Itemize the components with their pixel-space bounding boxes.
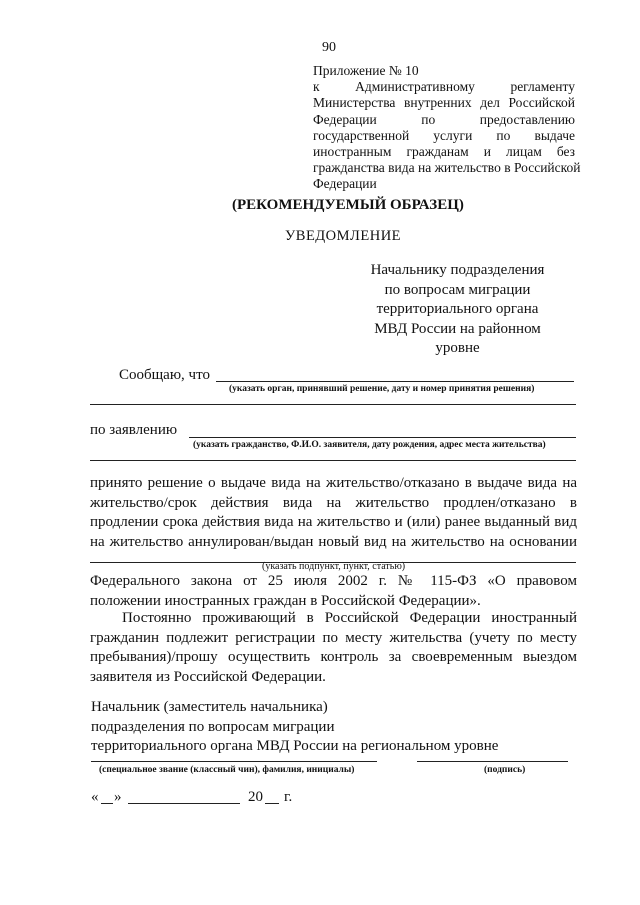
- document-title: УВЕДОМЛЕНИЕ: [285, 228, 402, 244]
- signatory-line: Начальник (заместитель начальника): [91, 699, 328, 715]
- addressee-line: Начальнику подразделения: [370, 262, 545, 278]
- decision-line: на жительство аннулирован/выдан новый вид на жительство на основании: [90, 534, 577, 551]
- basis-hint: (указать подпункт, пункт, статью): [262, 561, 406, 572]
- addressee-block: [354, 261, 561, 359]
- addressee-line: по вопросам миграции: [384, 281, 531, 298]
- signatory-line: подразделения по вопросам миграции: [91, 718, 335, 735]
- decision-line: жительство/срок действия вида на жительство продлен/отказано в: [90, 494, 577, 511]
- decision-paragraph: [90, 474, 577, 553]
- registration-line: заявителя из Российской Федерации.: [90, 669, 326, 686]
- registration-paragraph: [90, 609, 577, 688]
- application-prefix: по заявлению: [90, 422, 178, 438]
- page-number: 90: [322, 40, 336, 55]
- appendix-line: гражданства вида на жительство в Российской: [313, 160, 581, 176]
- appendix-line: государственной услуги по выдаче: [313, 127, 575, 143]
- addressee-line: территориального органа: [376, 301, 539, 318]
- law-line: Федерального закона от 25 июля 2002 г. № 115-ФЗ «О правовом: [90, 573, 577, 589]
- application-hint: (указать гражданство, Ф.И.О. заявителя, дату рождения, адрес места жительства): [193, 440, 546, 450]
- signature-fill-line[interactable]: [417, 761, 568, 762]
- appendix-line: Приложение № 10: [313, 63, 419, 78]
- application-fill-line-2[interactable]: [90, 460, 576, 461]
- signatory-block: [91, 698, 498, 757]
- signatory-line: территориального органа МВД России на региональном уровне: [91, 738, 499, 754]
- appendix-line: Федерации: [313, 176, 377, 192]
- addressee-line: уровне: [435, 340, 480, 357]
- registration-line: гражданин подлежит регистрации по месту жительства (учету по месту: [90, 629, 577, 646]
- addressee-line: МВД России на районном: [374, 320, 541, 337]
- report-fill-line[interactable]: [216, 381, 574, 382]
- appendix-line: иностранным гражданам и лицам без: [313, 144, 575, 160]
- appendix-line: к Административному регламенту: [313, 79, 575, 95]
- report-fill-line-2[interactable]: [90, 404, 576, 405]
- registration-line: пребывания)/прошу осуществить контроль за своевременным выездом: [90, 649, 577, 666]
- appendix-line: Федерации по предоставлению: [313, 111, 575, 127]
- appendix-header: [313, 63, 581, 193]
- rank-fill-line[interactable]: [91, 761, 377, 762]
- date-year-line[interactable]: [265, 803, 279, 804]
- report-hint: (указать орган, принявший решение, дату и номер принятия решения): [229, 384, 535, 394]
- registration-line: Постоянно проживающий в Российской Федерации иностранный: [122, 610, 577, 626]
- date-day-line[interactable]: [101, 803, 113, 804]
- appendix-line: Министерства внутренних дел Российской: [313, 95, 575, 111]
- date-year-suffix: г.: [284, 789, 293, 805]
- date-year-prefix: 20: [248, 789, 263, 805]
- decision-line: продлении срока действия вида на жительство и (или) ранее выданный вид: [90, 514, 577, 531]
- sample-label: (РЕКОМЕНДУЕМЫЙ ОБРАЗЕЦ): [232, 197, 464, 213]
- date-month-line[interactable]: [128, 803, 240, 804]
- signature-hint: (подпись): [484, 765, 526, 775]
- date-quote-close: »: [114, 789, 122, 805]
- rank-hint: (специальное звание (классный чин), фамилия, инициалы): [99, 765, 355, 775]
- decision-line: принято решение о выдаче вида на жительство/отказано в выдаче вида на: [90, 475, 577, 491]
- law-line: положении иностранных граждан в Российской Федерации».: [90, 592, 481, 609]
- date-quote-open: «: [91, 789, 99, 805]
- report-prefix: Сообщаю, что: [119, 367, 210, 383]
- law-paragraph: [90, 572, 577, 611]
- application-fill-line[interactable]: [189, 437, 576, 438]
